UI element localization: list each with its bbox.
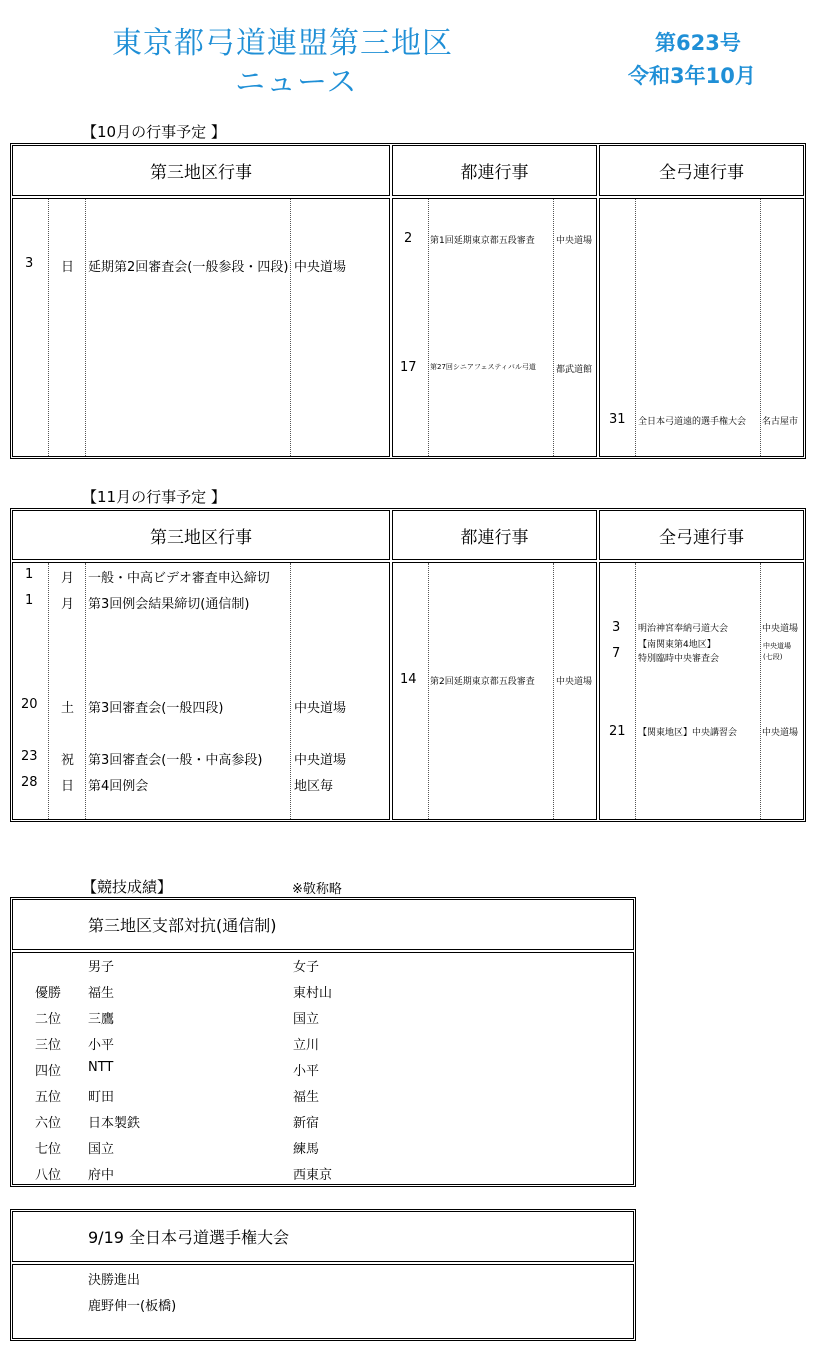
newsletter-subtitle: ニュース	[235, 65, 358, 100]
event-name: 第2回延期東京都五段審査	[430, 677, 535, 687]
event-name: 第27回シニアフェスティバル弓道	[430, 363, 536, 371]
event-name: 第3回審査会(一般四段)	[88, 701, 224, 716]
event-day: 23	[21, 749, 38, 764]
event-place-line2: (七段)	[763, 653, 783, 661]
event-place: 中央道場	[556, 236, 593, 246]
november-national-cell	[599, 562, 804, 820]
column-divider	[760, 563, 761, 819]
event-place: 名古屋市	[762, 417, 799, 427]
event-name: 一般・中高ビデオ審査申込締切	[88, 571, 270, 586]
october-section-title: 【10月の行事予定 】	[82, 123, 226, 141]
column-divider	[48, 563, 49, 819]
event-weekday: 祝	[61, 753, 75, 768]
result-rank: 五位	[35, 1090, 62, 1105]
event-name: 第1回延期東京都五段審査	[430, 236, 535, 246]
november-header-tokyo: 都連行事	[392, 510, 597, 560]
results-heading: 第三地区支部対抗(通信制)	[12, 899, 634, 950]
honorifics-note: ※敬称略	[292, 882, 342, 897]
column-divider	[553, 199, 554, 456]
championship-line1: 決勝進出	[88, 1273, 141, 1288]
event-weekday: 土	[61, 701, 75, 716]
column-divider	[760, 199, 761, 456]
result-rank: 七位	[35, 1142, 62, 1157]
column-divider	[85, 563, 86, 819]
result-rank: 優勝	[35, 986, 62, 1001]
column-divider	[553, 563, 554, 819]
event-place-line1: 中央道場	[763, 642, 791, 650]
event-name: 延期第2回審査会(一般参段・四段)	[88, 260, 289, 275]
newsletter-title: 東京都弓道連盟第三地区	[112, 26, 453, 61]
results-section-title: 【競技成績】	[82, 878, 173, 896]
event-name: 明治神宮奉納弓道大会	[638, 624, 729, 634]
event-name: 第4回例会	[88, 779, 149, 794]
championship-table	[10, 1209, 636, 1341]
column-divider	[290, 199, 291, 456]
event-day: 17	[400, 360, 417, 375]
october-schedule-table	[10, 143, 806, 459]
event-weekday: 日	[61, 779, 75, 794]
event-day: 1	[25, 593, 34, 608]
column-divider	[290, 563, 291, 819]
event-day: 2	[404, 231, 413, 246]
result-women: 西東京	[293, 1168, 333, 1183]
october-header-national: 全弓連行事	[599, 145, 804, 196]
event-name-line2: 特別臨時中央審査会	[638, 654, 720, 664]
column-divider	[428, 563, 429, 819]
event-weekday: 月	[61, 597, 75, 612]
column-divider	[635, 563, 636, 819]
result-men: 国立	[88, 1142, 115, 1157]
result-women: 福生	[293, 1090, 320, 1105]
event-place: 中央道場	[556, 677, 593, 687]
event-name: 第3回例会結果締切(通信制)	[88, 597, 250, 612]
result-rank: 四位	[35, 1064, 62, 1079]
november-tokyo-cell	[392, 562, 597, 820]
result-men: 福生	[88, 986, 115, 1001]
event-day: 7	[612, 646, 621, 661]
event-place: 中央道場	[762, 624, 799, 634]
result-men: 日本製鉄	[88, 1116, 141, 1131]
event-day: 1	[25, 567, 34, 582]
column-divider	[48, 199, 49, 456]
november-schedule-table	[10, 508, 806, 822]
event-weekday: 日	[61, 260, 75, 275]
result-men: 小平	[88, 1038, 115, 1053]
column-divider	[635, 199, 636, 456]
result-men: NTT	[88, 1060, 114, 1075]
result-women: 練馬	[293, 1142, 320, 1157]
result-rank: 六位	[35, 1116, 62, 1131]
october-header-local: 第三地区行事	[12, 145, 390, 196]
result-women: 小平	[293, 1064, 320, 1079]
event-day: 31	[609, 412, 626, 427]
men-column-header: 男子	[88, 960, 115, 975]
result-rank: 八位	[35, 1168, 62, 1183]
event-place: 都武道館	[556, 365, 593, 375]
event-day: 20	[21, 697, 38, 712]
october-local-cell	[12, 198, 390, 457]
women-column-header: 女子	[293, 960, 320, 975]
event-place: 中央道場	[294, 753, 347, 768]
result-women: 東村山	[293, 986, 333, 1001]
event-day: 28	[21, 775, 38, 790]
event-name-line1: 【南関東第4地区】	[638, 640, 716, 650]
issue-number: 第623号	[655, 31, 741, 55]
result-men: 府中	[88, 1168, 115, 1183]
event-place: 中央道場	[294, 260, 347, 275]
column-divider	[428, 199, 429, 456]
event-day: 3	[25, 256, 34, 271]
event-place: 中央道場	[762, 728, 799, 738]
event-place: 地区毎	[294, 779, 334, 794]
november-header-national: 全弓連行事	[599, 510, 804, 560]
result-men: 三鷹	[88, 1012, 115, 1027]
event-day: 14	[400, 672, 417, 687]
result-women: 国立	[293, 1012, 320, 1027]
event-weekday: 月	[61, 571, 75, 586]
championship-heading: 9/19 全日本弓道選手権大会	[12, 1211, 634, 1262]
result-rank: 三位	[35, 1038, 62, 1053]
event-name: 全日本弓道遠的選手権大会	[638, 417, 747, 427]
column-divider	[85, 199, 86, 456]
results-table	[10, 897, 636, 1187]
october-header-tokyo: 都連行事	[392, 145, 597, 196]
event-name: 第3回審査会(一般・中高参段)	[88, 753, 263, 768]
event-place: 中央道場	[294, 701, 347, 716]
november-section-title: 【11月の行事予定 】	[82, 488, 226, 506]
november-header-local: 第三地区行事	[12, 510, 390, 560]
result-women: 新宿	[293, 1116, 320, 1131]
championship-line2: 鹿野伸一(板橋)	[88, 1299, 177, 1314]
result-rank: 二位	[35, 1012, 62, 1027]
event-day: 3	[612, 620, 621, 635]
result-women: 立川	[293, 1038, 320, 1053]
issue-date: 令和3年10月	[628, 64, 756, 88]
event-name: 【関東地区】中央講習会	[638, 728, 738, 738]
result-men: 町田	[88, 1090, 115, 1105]
event-day: 21	[609, 724, 626, 739]
